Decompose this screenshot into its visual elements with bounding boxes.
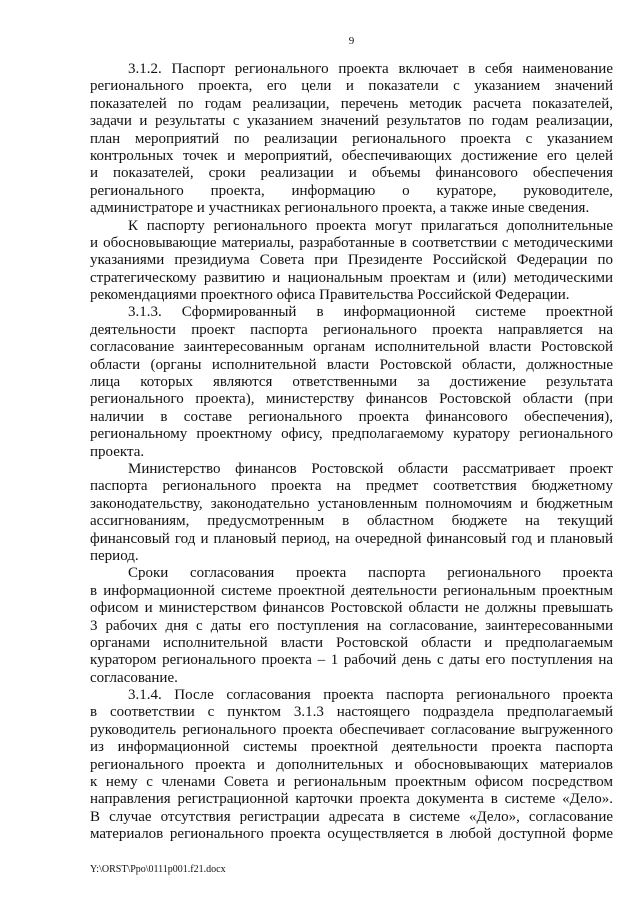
text-line: указаниями президиума Совета при Президенте Российской Федерации по [90,252,613,269]
paragraph [90,687,613,844]
text-line: законодательству, законодательно установленным полномочиям и бюджетным [90,495,613,512]
text-line: в информационной системе проектной деятельности региональным проектным [90,582,613,599]
text-line: проекта. [90,443,145,460]
text-line: офисом и министерством финансов Ростовской области не должны превышать [90,600,613,617]
text-line: ассигнованиям, предусмотренным в областном бюджете на текущий [90,513,613,530]
text-line: 3.1.2. Паспорт регионального проекта включает в себя наименование [128,61,613,77]
text-line: К паспорту регионального проекта могут прилагаться дополнительные [128,217,613,234]
paragraph [90,218,613,305]
text-line: из информационной системы проектной деятельности проекта паспорта [90,739,613,756]
text-line: и обосновывающие материалы, разработанные в соответствии с методическими [90,234,613,251]
page-number: 9 [348,35,355,47]
text-line: администраторе и участниках регионального проекта, а также иные сведения. [90,200,590,217]
text-line: регионального проекта, его цели и показатели с указанием значений [90,78,613,95]
text-line: согласование. [90,669,178,686]
text-line: наличии в составе регионального проекта финансового обеспечения), [90,408,613,425]
text-line: регионального проекта и дополнительных и обосновывающих материалов [90,756,613,773]
footer-file-path: Y:\ORST\Ppo\0111p001.f21.docx [90,864,226,875]
text-line: регионального проекта), министерству финансов Ростовской области (при [90,391,613,408]
text-line: план мероприятий по реализации регионального проекта с указанием [90,130,613,147]
text-line: области (органы исполнительной власти Ростовской области, должностные [90,356,613,373]
text-line: Сроки согласования проекта паспорта регионального проекта [128,565,613,582]
text-line: задачи и результаты с указанием значений результатов по годам реализации, [90,113,613,130]
text-line: показателей по годам реализации, перечень методик расчета показателей, [90,95,613,112]
text-line: В случае отсутствия регистрации адресата в системе «Дело», согласование [90,808,613,825]
text-line: рекомендациями проектного офиса Правительства Российской Федерации. [90,287,570,304]
text-line: к нему с членами Совета и региональным проектным офисом посредством [90,774,613,791]
text-line: руководитель регионального проекта обеспечивает согласование выгруженного [90,721,613,738]
text-line: Министерство финансов Ростовской области рассматривает проект [128,460,613,477]
text-line: органами исполнительной власти Ростовской области и предполагаемым [90,634,613,651]
text-line: период. [90,547,139,564]
text-line: стратегическому развитию и национальным проектам и (или) методическими [90,269,613,286]
paragraph [90,304,613,461]
paragraph [90,565,613,687]
text-line: направления регистрационной карточки проекта документа в системе «Дело». [90,791,613,808]
text-line: в соответствии с пунктом 3.1.3 настоящего подраздела предполагаемый [90,704,613,721]
text-line: регионального проекта, информацию о кураторе, руководителе, [90,182,613,199]
text-line: и показателей, сроки реализации и объемы финансового обеспечения [90,165,613,182]
text-line: деятельности проект паспорта регионального проекта направляется на [90,321,613,338]
paragraph [90,61,613,218]
text-line: 3 рабочих дня с даты его поступления на согласование, заинтересованными [90,617,613,634]
text-line: 3.1.4. После согласования проекта паспорта регионального проекта [128,687,613,704]
text-line: куратором регионального проекта – 1 рабочий день с даты его поступления на [90,652,613,669]
text-line: материалов регионального проекта осуществляется в любой доступной форме [90,826,613,843]
text-line: согласование заинтересованным органам исполнительной власти Ростовской [90,339,613,356]
text-line: контрольных точек и мероприятий, обеспечивающих достижение его целей [90,147,613,164]
text-line: лица которых являются ответственными за достижение результата [90,374,613,391]
text-line: региональному проектному офису, предполагаемому куратору регионального [90,426,613,443]
text-line: паспорта регионального проекта на предмет соответствия бюджетному [90,478,613,495]
paragraph [90,461,613,565]
body-text [90,61,613,844]
text-line: финансовый год и плановый период, на очередной финансовый год и плановый [90,530,613,547]
text-line: 3.1.3. Сформированный в информационной системе проектной [128,304,613,321]
